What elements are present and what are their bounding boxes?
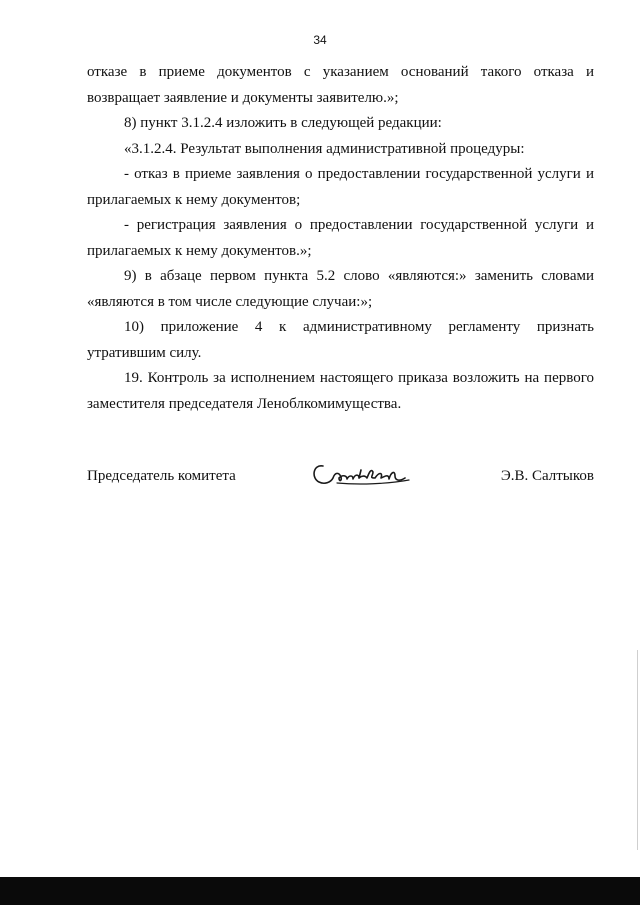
- scan-bottom-border: [0, 877, 640, 905]
- paragraph-registration: - регистрация заявления о предоставлении государственной услуги и прилагаемых к нему документов.»;: [87, 217, 594, 259]
- paragraph-item-8: 8) пункт 3.1.2.4 изложить в следующей редакции:: [124, 115, 442, 131]
- paragraph-item-10: 10) приложение 4 к административному регламенту признать утратившим силу.: [87, 319, 594, 361]
- signatory-title: Председатель комитета: [87, 468, 236, 484]
- scan-edge-line: [637, 650, 638, 850]
- paragraph-item-19: 19. Контроль за исполнением настоящего приказа возложить на первого заместителя председателя Леноблкомимущества.: [87, 370, 594, 412]
- paragraph-continuation: отказе в приеме документов с указанием оснований такого отказа и возвращает заявление и документы заявителю.»;: [87, 64, 594, 106]
- page-number: 34: [313, 33, 327, 47]
- paragraph-item-9: 9) в абзаце первом пункта 5.2 слово «являются:» заменить словами «являются в том числе следующие случаи:»;: [87, 268, 594, 310]
- handwritten-signature: [309, 458, 419, 492]
- signatory-name: Э.В. Салтыков: [500, 468, 594, 484]
- document-body: [87, 60, 594, 417]
- signature-block: [87, 458, 594, 498]
- paragraph-clause-3124: «3.1.2.4. Результат выполнения административной процедуры:: [124, 140, 525, 157]
- paragraph-refusal: - отказ в приеме заявления о предоставлении государственной услуги и прилагаемых к нему документов;: [87, 166, 594, 208]
